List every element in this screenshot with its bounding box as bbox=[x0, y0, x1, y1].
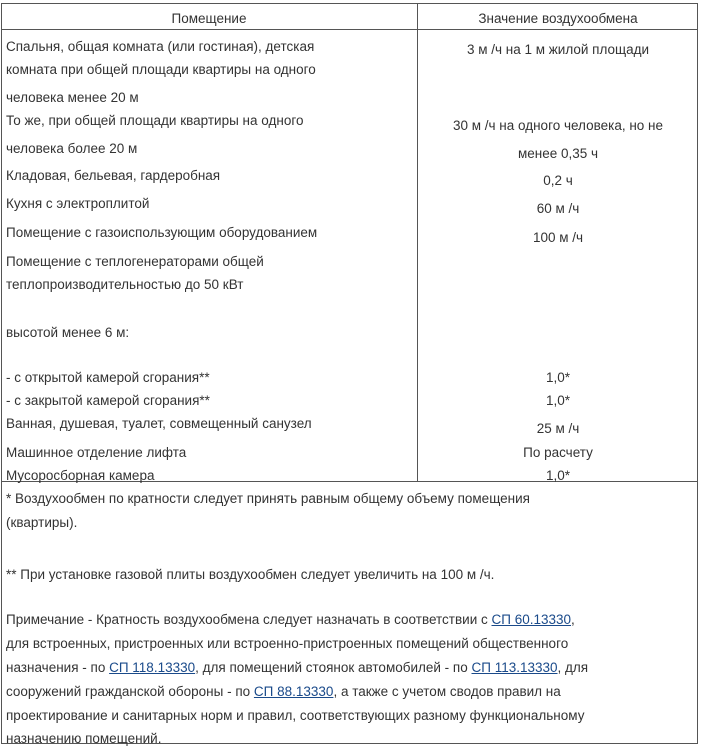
value-cell: 0,2 ч bbox=[543, 173, 573, 188]
value-cell: менее 0,35 ч bbox=[517, 146, 599, 161]
room-cell: человека менее 20 м bbox=[6, 90, 139, 105]
note-2: ** При установке газовой плиты воздухообмен следует увеличить на 100 м /ч. bbox=[6, 567, 495, 582]
link-sp-60-13330[interactable]: СП 60.13330 bbox=[491, 612, 572, 627]
note-3-line bbox=[6, 684, 561, 700]
value-cell: По расчету bbox=[523, 445, 593, 460]
note-text: назначения - по bbox=[6, 660, 110, 675]
value-cell: 1,0* bbox=[545, 393, 571, 408]
value-cell: 1,0* bbox=[545, 468, 571, 483]
header-room: Помещение bbox=[171, 11, 247, 26]
value-cell: 30 м /ч на одного человека, но не bbox=[452, 118, 664, 133]
value-cell: 60 м /ч bbox=[536, 201, 580, 216]
value-cell: 3 м /ч на 1 м жилой площади bbox=[466, 42, 650, 57]
room-cell: Машинное отделение лифта bbox=[6, 445, 187, 460]
note-3-line bbox=[6, 612, 575, 628]
header-value: Значение воздухообмена bbox=[478, 11, 638, 26]
room-cell: Помещение с теплогенераторами общей bbox=[6, 254, 264, 269]
room-cell: - с открытой камерой сгорания** bbox=[6, 370, 210, 385]
room-cell: комната при общей площади квартиры на одного bbox=[6, 62, 316, 77]
room-cell: Помещение с газоиспользующим оборудованием bbox=[6, 225, 318, 240]
room-cell: То же, при общей площади квартиры на одного bbox=[6, 113, 304, 128]
room-cell: высотой менее 6 м: bbox=[6, 325, 130, 340]
note-1: (квартиры). bbox=[6, 515, 78, 530]
note-3-line: для встроенных, пристроенных или встроенно-пристроенных помещений общественного bbox=[6, 636, 569, 651]
room-cell: - с закрытой камерой сгорания** bbox=[6, 393, 210, 408]
note-3-line: назначению помещений. bbox=[6, 731, 162, 746]
link-sp-113-13330[interactable]: СП 113.13330 bbox=[471, 660, 558, 675]
room-cell: Кладовая, бельевая, гардеробная bbox=[6, 168, 221, 183]
room-cell: теплопроизводительностью до 50 кВт bbox=[6, 277, 244, 292]
note-3-line: проектирование и санитарных норм и правил, соответствующих разному функциональному bbox=[6, 708, 585, 723]
value-cell: 25 м /ч bbox=[536, 421, 580, 436]
note-text: , для bbox=[557, 660, 589, 675]
link-sp-118-13330[interactable]: СП 118.13330 bbox=[109, 660, 196, 675]
room-cell: Ванная, душевая, туалет, совмещенный санузел bbox=[6, 416, 312, 431]
value-cell: 100 м /ч bbox=[532, 230, 584, 245]
note-text: , для помещений стоянок автомобилей - по bbox=[195, 660, 472, 675]
room-cell: человека более 20 м bbox=[6, 141, 138, 156]
note-text: сооружений гражданской обороны - по bbox=[6, 684, 254, 699]
link-sp-88-13330[interactable]: СП 88.13330 bbox=[253, 684, 334, 699]
header-divider bbox=[1, 29, 698, 30]
room-cell: Спальня, общая комната (или гостиная), детская bbox=[6, 39, 315, 54]
note-1: * Воздухообмен по кратности следует принять равным общему объему помещения bbox=[6, 491, 530, 506]
note-text: , а также с учетом сводов правил на bbox=[333, 684, 561, 699]
room-cell: Мусоросборная камера bbox=[6, 468, 155, 483]
room-cell: Кухня с электроплитой bbox=[6, 196, 150, 211]
value-cell: 1,0* bbox=[545, 370, 571, 385]
note-3-line bbox=[6, 660, 588, 676]
note-text: Примечание - Кратность воздухообмена следует назначать в соответствии с bbox=[6, 612, 492, 627]
note-text: , bbox=[571, 612, 575, 627]
